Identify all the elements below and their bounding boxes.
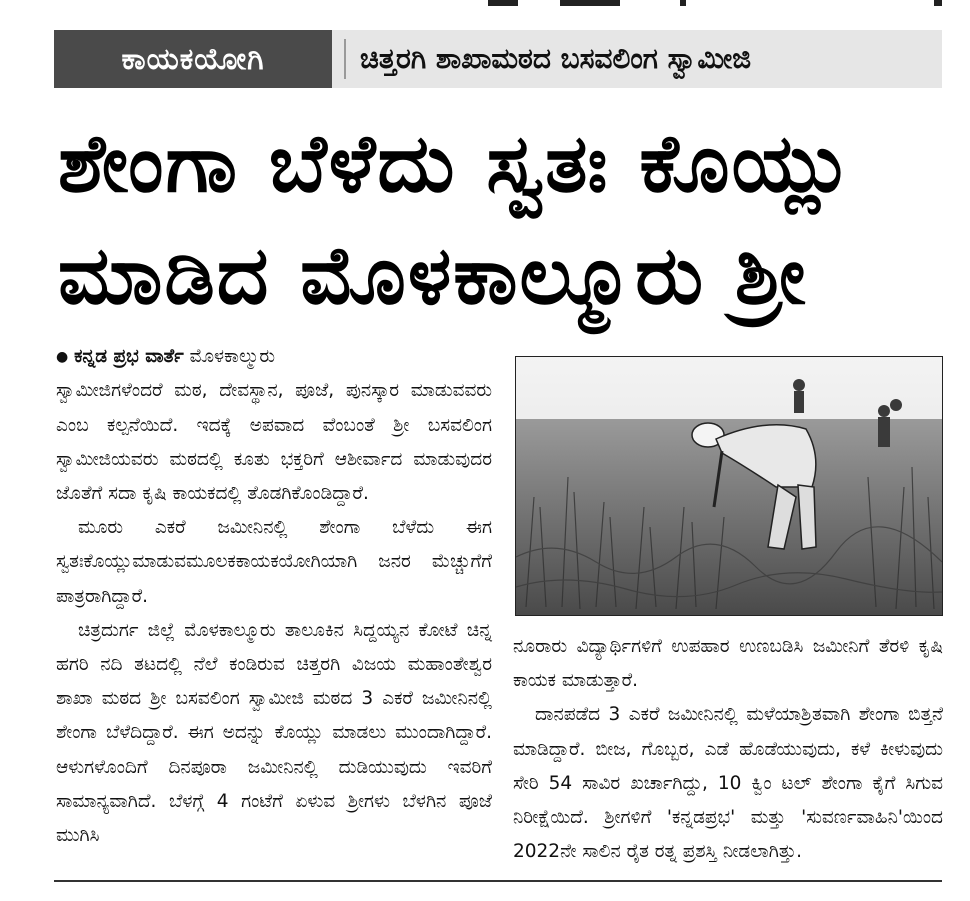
header-subtitle: ಚಿತ್ತರಗಿ ಶಾಖಾಮಠದ ಬಸವಲಿಂಗ ಸ್ವಾಮೀಜಿ bbox=[360, 42, 752, 75]
article-paragraph: ದಾನಪಡೆದ 3 ಎಕರೆ ಜಮೀನಿನಲ್ಲಿ ಮಳೆಯಾಶ್ರಿತವಾಗಿ ಶೇಂಗಾ ಬಿತ್ತನೆ ಮಾಡಿದ್ದಾರೆ. ಬೀಜ, ಗೊಬ್ಬರ, ಎಡೆ ಹೊಡೆಯುವುದು, ಕಳೆ ಕೀಳುವುದು ಸೇರಿ 54 ಸಾವಿರ ಖರ್ಚಾಗಿದ್ದು, 10 ಕ್ವಿಂ ಟಲ್ ಶೇಂಗಾ ಕೈಗೆ ಸಿಗುವ ನಿರೀಕ್ಷೆಯಿದೆ. ಶ್ರೀಗಳಿಗೆ 'ಕನ್ನಡಪ್ರಭ' ಮತ್ತು 'ಸುವರ್ಣವಾಹಿನಿ'ಯಿಂದ 2022ನೇ ಸಾಲಿನ ರೈತ ರತ್ನ ಪ್ರಶಸ್ತಿ ನೀಡಲಾಗಿತ್ತು. bbox=[513, 704, 943, 863]
header-divider bbox=[344, 39, 346, 79]
byline-place: ಮೊಳಕಾಲ್ಮುರು bbox=[189, 346, 276, 368]
clipped-text-mark bbox=[934, 0, 942, 6]
article-photo bbox=[515, 356, 943, 616]
section-header-bar bbox=[54, 30, 942, 88]
bottom-rule bbox=[54, 880, 942, 882]
article-paragraph: ಮೂರು ಎಕರೆ ಜಮೀನಿನಲ್ಲಿ ಶೇಂಗಾ ಬೆಳೆದು ಈಗ ಸ್ವತಃಕೊಯ್ಲುಮಾಡುವಮೂಲಕಕಾಯಕಯೋಗಿಯಾಗಿ ಜನರ ಮೆಚ್ಚುಗೆಗೆ ಪಾತ್ರರಾಗಿದ್ದಾರೆ. bbox=[56, 517, 492, 607]
article-paragraph: ಸ್ವಾಮೀಜಿಗಳೆಂದರೆ ಮಠ, ದೇವಸ್ಥಾನ, ಪೂಜೆ, ಪುನಸ್ಕಾರ ಮಾಡುವವರು ಎಂಬ ಕಲ್ಪನೆಯಿದೆ. ಇದಕ್ಕೆ ಅಪವಾದ ವೆಂಬಂತೆ ಶ್ರೀ ಬಸವಲಿಂಗ ಸ್ವಾಮೀಜಿಯವರು ಮಠದಲ್ಲಿ ಕೂತು ಭಕ್ತರಿಗೆ ಆಶೀರ್ವಾದ ಮಾಡುವುದರ ಜೊತೆಗೆ ಸದಾ ಕೃಷಿ ಕಾಯಕದಲ್ಲಿ ತೊಡಗಿಕೊಂಡಿದ್ದಾರೆ. bbox=[56, 380, 492, 504]
clipped-text-mark bbox=[488, 0, 518, 6]
top-clipped-strip bbox=[0, 0, 970, 14]
field-harvest-image bbox=[516, 357, 942, 615]
article-paragraph: ನೂರಾರು ವಿದ್ಯಾರ್ಥಿಗಳಿಗೆ ಉಪಹಾರ ಉಣಬಡಿಸಿ ಜಮೀನಿಗೆ ತೆರಳಿ ಕೃಷಿ ಕಾಯಕ ಮಾಡುತ್ತಾರೆ. bbox=[513, 636, 943, 692]
article-column-right bbox=[513, 630, 943, 869]
article-paragraph: ಚಿತ್ರದುರ್ಗ ಜಿಲ್ಲೆ ಮೊಳಕಾಲ್ಮೂರು ತಾಲೂಕಿನ ಸಿದ್ದಯ್ಯನ ಕೋಟೆ ಚಿನ್ನ ಹಗರಿ ನದಿ ತಟದಲ್ಲಿ ನೆಲೆ ಕಂಡಿರುವ ಚಿತ್ತರಗಿ ವಿಜಯ ಮಹಾಂತೇಶ್ವರ ಶಾಖಾ ಮಠದ ಶ್ರೀ ಬಸವಲಿಂಗ ಸ್ವಾಮೀಜಿ ಮಠದ 3 ಎಕರೆ ಜಮೀನಿನಲ್ಲಿ ಶೇಂಗಾ ಬೆಳೆದಿದ್ದಾರೆ. ಈಗ ಅದನ್ನು ಕೊಯ್ಲು ಮಾಡಲು ಮುಂದಾಗಿದ್ದಾರೆ. ಆಳುಗಳೊಂದಿಗೆ ದಿನಪೂರಾ ಜಮೀನಿನಲ್ಲಿ ದುಡಿಯುವುದು ಇವರಿಗೆ ಸಾಮಾನ್ಯವಾಗಿದೆ. ಬೆಳಗ್ಗೆ 4 ಗಂಟೆಗೆ ಏಳುವ ಶ್ರೀಗಳು ಬೆಳಗಿನ ಪೂಜೆ ಮುಗಿಸಿ bbox=[56, 619, 492, 846]
bullet-icon: ● bbox=[56, 349, 69, 365]
clipped-text-mark bbox=[560, 0, 620, 6]
clipped-text-mark bbox=[680, 0, 686, 6]
headline-line-2: ಮಾಡಿದ ಮೊಳಕಾಲ್ಮೂರು ಶ್ರೀ bbox=[58, 229, 808, 322]
byline-source: ಕನ್ನಡ ಪ್ರಭ ವಾರ್ತೆ bbox=[74, 346, 184, 368]
article-column-left bbox=[56, 340, 492, 853]
section-label: ಕಾಯಕಯೋಗಿ bbox=[54, 30, 332, 88]
headline-line-1: ಶೇಂಗಾ ಬೆಳೆದು ಸ್ವತಃ ಕೊಯ್ಲು bbox=[58, 117, 855, 210]
headline bbox=[58, 108, 942, 332]
byline bbox=[56, 340, 492, 374]
